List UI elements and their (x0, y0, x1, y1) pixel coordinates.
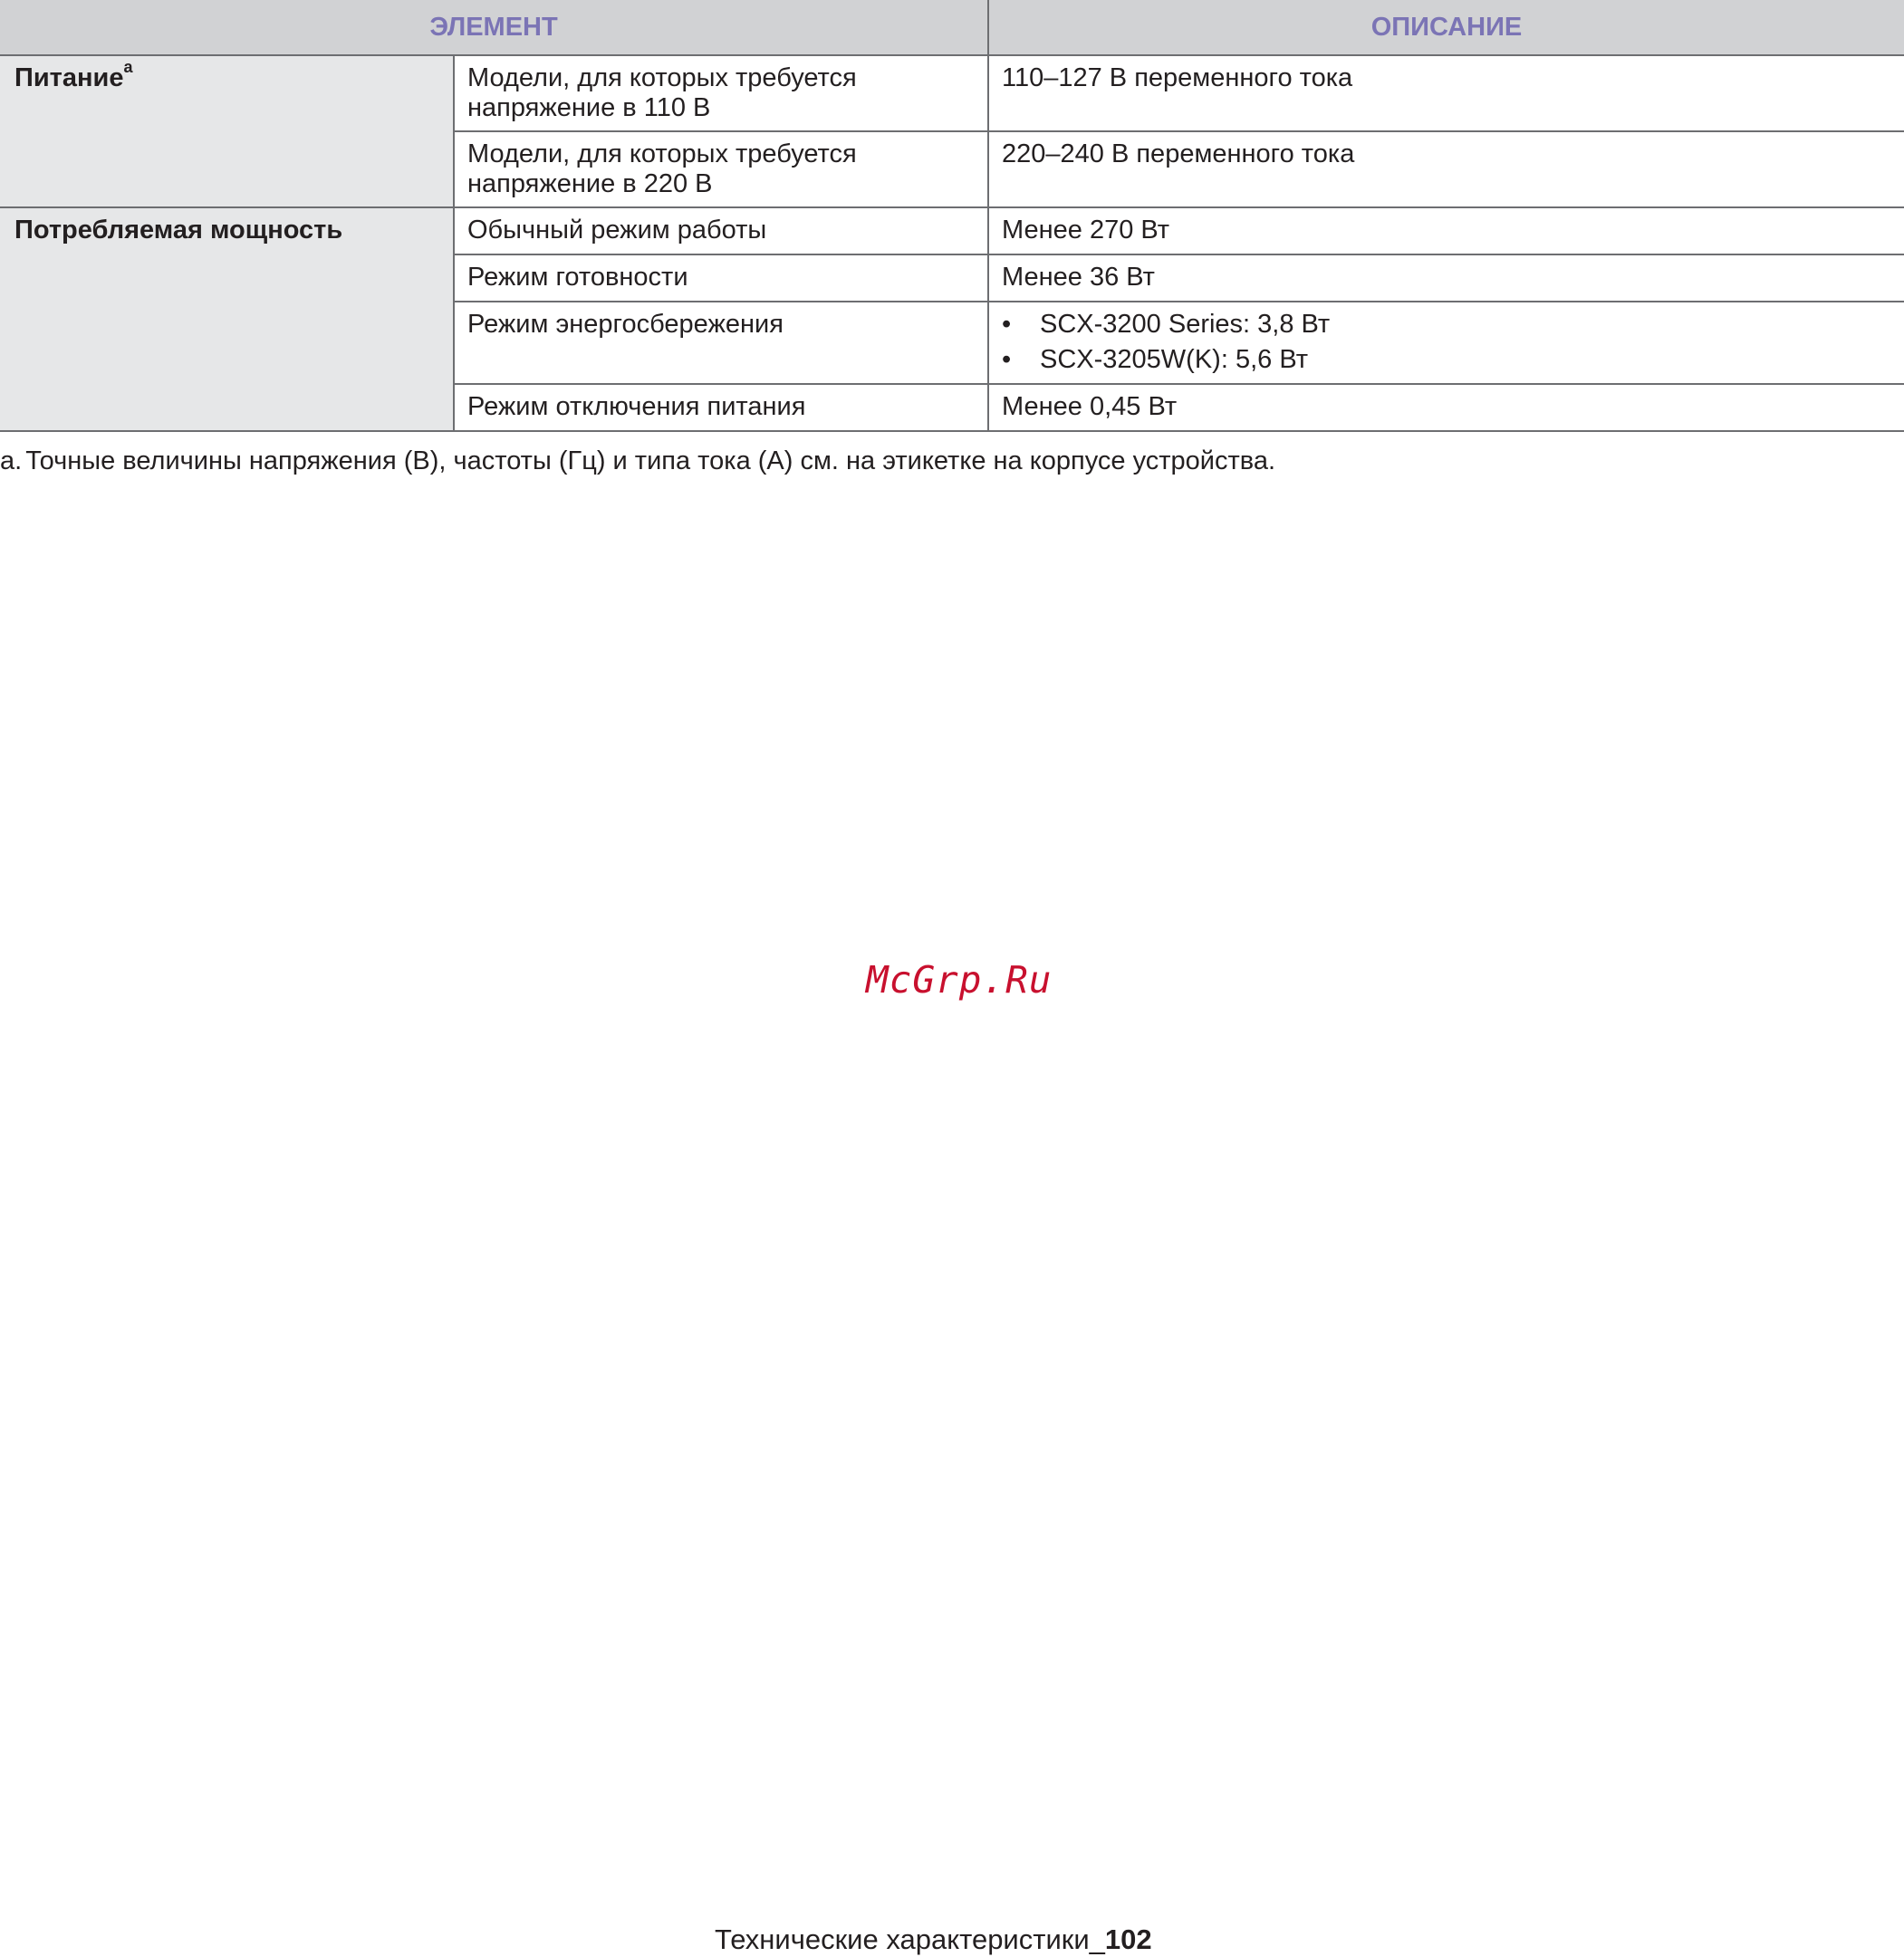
bullet-icon: • (1002, 310, 1012, 339)
footnote-text: Точные величины напряжения (В), частоты (Гц) и типа тока (А) см. на этикетке на корпусе устройства. (25, 446, 1276, 475)
list-item-text: SCX-3205W(K): 5,6 Вт (1040, 345, 1308, 374)
group-power-consumption: Потребляемая мощность (0, 207, 454, 431)
footnote-ref: a (123, 58, 133, 77)
value-cell: Менее 0,45 Вт (988, 384, 1904, 431)
item-cell: Обычный режим работы (454, 207, 988, 254)
bullet-icon: • (1002, 345, 1012, 374)
list-item-text: SCX-3200 Series: 3,8 Вт (1040, 310, 1331, 339)
value-cell (988, 302, 1904, 384)
table-header-row (0, 0, 1904, 55)
item-cell: Модели, для которых требуется напряжение в 110 В (454, 55, 988, 131)
footnote-mark: a. (0, 446, 23, 475)
item-cell: Режим готовности (454, 254, 988, 302)
group-label: Питание (14, 63, 124, 92)
footer-section-title: Технические характеристики_ (715, 1923, 1105, 1955)
value-cell: Менее 36 Вт (988, 254, 1904, 302)
value-cell: 220–240 В переменного тока (988, 131, 1904, 207)
item-cell: Режим отключения питания (454, 384, 988, 431)
page-number: 102 (1104, 1923, 1152, 1955)
value-cell: 110–127 В переменного тока (988, 55, 1904, 131)
bullet-list (1002, 310, 1891, 375)
list-item (1002, 310, 1891, 340)
table-row (0, 55, 1904, 131)
list-item (1002, 345, 1891, 375)
specifications-table (0, 0, 1904, 432)
page-footer (715, 1923, 1152, 1956)
value-cell: Менее 270 Вт (988, 207, 1904, 254)
item-cell: Модели, для которых требуется напряжение в 220 В (454, 131, 988, 207)
watermark: McGrp.Ru (866, 958, 1053, 1002)
header-element: ЭЛЕМЕНТ (0, 0, 988, 55)
table-row (0, 207, 1904, 254)
item-cell: Режим энергосбережения (454, 302, 988, 384)
footnote (0, 446, 1812, 476)
group-power-supply (0, 55, 454, 207)
header-description: ОПИСАНИЕ (988, 0, 1904, 55)
